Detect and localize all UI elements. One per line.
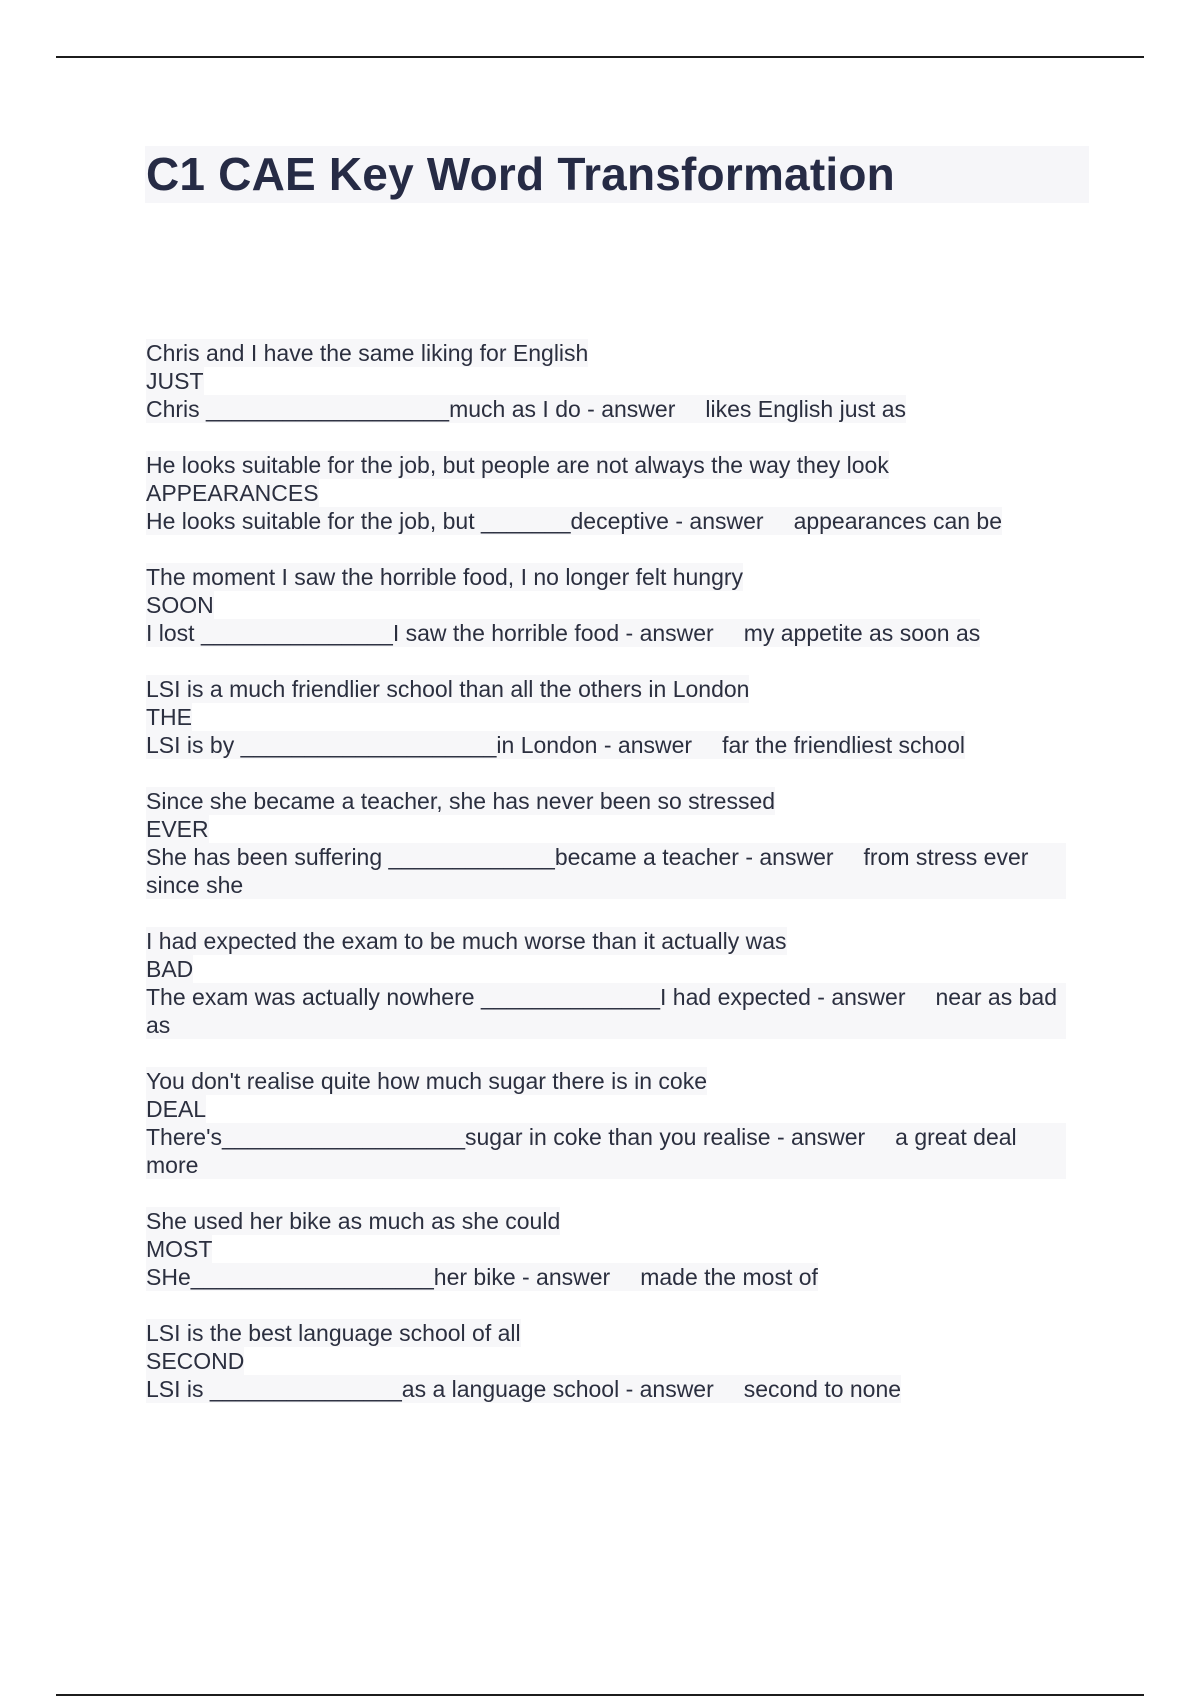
question-item: [146, 675, 1086, 759]
question-list: [146, 339, 1086, 1431]
answer-text: appearances can be: [793, 508, 1002, 534]
answer-line: [146, 1263, 818, 1291]
answer-line: [146, 507, 1002, 535]
answer-line: [146, 983, 1066, 1039]
gapped-prompt: Chris ___________________much as I do - answer: [146, 396, 676, 422]
answer-line: [146, 1375, 901, 1403]
answer-text: my appetite as soon as: [743, 620, 981, 646]
document-title: C1 CAE Key Word Transformation: [146, 148, 895, 200]
gapped-prompt: The exam was actually nowhere ______________I had expected - answer: [146, 984, 906, 1010]
gapped-prompt: LSI is _______________as a language school - answer: [146, 1376, 714, 1402]
original-sentence: The moment I saw the horrible food, I no longer felt hungry: [146, 564, 744, 590]
answer-line: [146, 1123, 1066, 1179]
answer-text: near as bad as: [146, 984, 1057, 1038]
answer-text: from stress ever since she: [146, 844, 1029, 898]
key-word: APPEARANCES: [146, 480, 319, 506]
question-item: [146, 787, 1086, 899]
original-sentence: Since she became a teacher, she has never been so stressed: [146, 788, 776, 814]
gapped-prompt: LSI is by ____________________in London - answer: [146, 732, 693, 758]
answer-line: [146, 843, 1066, 899]
answer-text: made the most of: [640, 1264, 818, 1290]
answer-text: a great deal more: [146, 1124, 1017, 1178]
key-word: MOST: [146, 1236, 213, 1262]
question-item: [146, 927, 1086, 1039]
key-word: SOON: [146, 592, 214, 618]
answer-line: [146, 395, 906, 423]
key-word: SECOND: [146, 1348, 245, 1374]
bottom-rule: [56, 1694, 1144, 1696]
answer-line: [146, 619, 980, 647]
original-sentence: He looks suitable for the job, but people are not always the way they look: [146, 452, 889, 478]
key-word: EVER: [146, 816, 209, 842]
answer-text: far the friendliest school: [722, 732, 965, 758]
gapped-prompt: SHe___________________her bike - answer: [146, 1264, 611, 1290]
question-item: [146, 1319, 1086, 1403]
key-word: DEAL: [146, 1096, 207, 1122]
gapped-prompt: He looks suitable for the job, but _______deceptive - answer: [146, 508, 764, 534]
question-item: [146, 1067, 1086, 1179]
question-item: [146, 339, 1086, 423]
gapped-prompt: She has been suffering _____________became a teacher - answer: [146, 844, 834, 870]
original-sentence: LSI is a much friendlier school than all the others in London: [146, 676, 750, 702]
gapped-prompt: I lost _______________I saw the horrible food - answer: [146, 620, 714, 646]
question-item: [146, 1207, 1086, 1291]
key-word: BAD: [146, 956, 194, 982]
answer-text: likes English just as: [705, 396, 907, 422]
gapped-prompt: There's___________________sugar in coke than you realise - answer: [146, 1124, 866, 1150]
original-sentence: She used her bike as much as she could: [146, 1208, 561, 1234]
key-word: JUST: [146, 368, 204, 394]
question-item: [146, 563, 1086, 647]
original-sentence: I had expected the exam to be much worse than it actually was: [146, 928, 787, 954]
answer-text: second to none: [743, 1376, 902, 1402]
key-word: THE: [146, 704, 192, 730]
original-sentence: You don't realise quite how much sugar there is in coke: [146, 1068, 707, 1094]
answer-line: [146, 731, 965, 759]
original-sentence: Chris and I have the same liking for English: [146, 340, 589, 366]
original-sentence: LSI is the best language school of all: [146, 1320, 521, 1346]
question-item: [146, 451, 1086, 535]
top-rule: [56, 56, 1144, 58]
